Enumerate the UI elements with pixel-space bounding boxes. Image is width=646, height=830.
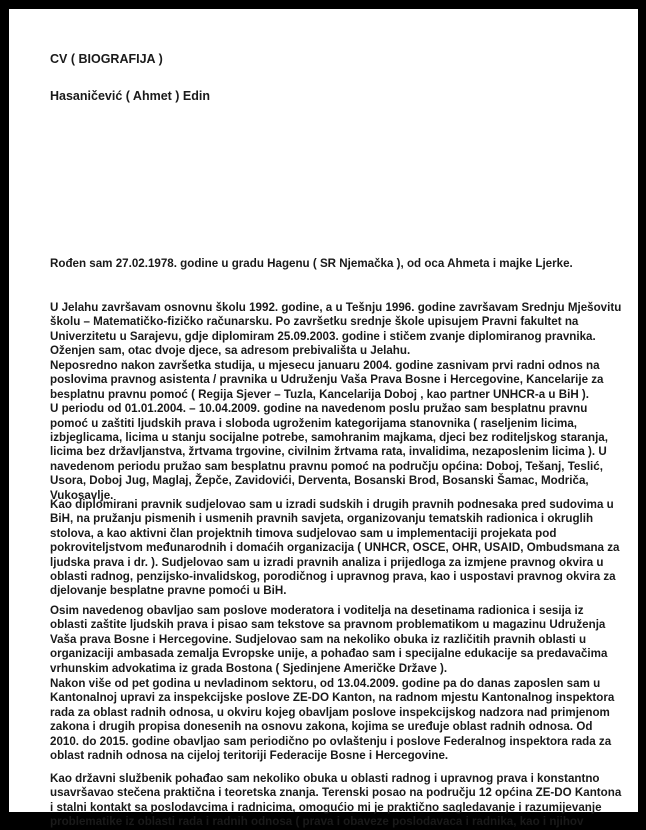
text-line: zakona i drugih propisa donesenih na osnovu zakona, kojima se uređuje oblast radnih odnosa. Od: [50, 720, 593, 734]
document-page: [9, 9, 638, 829]
text-line: oblasti radnog, penzijsko-invalidskog, porodičnog i upravnog prava, kao i uspostavi pravnog okvira za: [50, 570, 616, 584]
text-line: školu – Matematičko-fizičko računarsku. Po završetku srednje škole upisujem Pravni fakultet na: [50, 315, 579, 329]
text-line: Osim navedenog obavljao sam poslove moderatora i voditelja na desetinama radionica i sesija iz: [50, 604, 584, 617]
text-line: izbjeglicama, licima u stanju socijalne potrebe, samohranim majkama, djeci bez roditeljskog staranja,: [50, 431, 608, 445]
paragraph: [50, 604, 615, 676]
paragraph: [50, 498, 620, 599]
paragraph: [50, 677, 615, 763]
text-line: Nakon više od pet godina u nevladinom sektoru, od 13.04.2009. godine pa do danas zaposlen sam u: [50, 677, 601, 690]
text-line: Neposredno nakon završetka studija, u mjesecu januaru 2004. godine zasnivam prvi radni odnos na: [50, 359, 600, 372]
person-name: Hasaničević ( Ahmet ) Edin: [50, 89, 210, 103]
text-line: oblasti zaštite ljudskih prava i pisao sam tekstove sa pravnom problematikom u magazinu Udruženja: [50, 618, 606, 632]
text-line: organizaciji ambasada zemalja Evropske unije, a pohađao sam i specijalne edukacije sa predavačima: [50, 647, 608, 661]
text-line: vrhunskim advokatima iz grada Bostona ( Sjedinjene Američke Države ).: [50, 661, 448, 675]
text-line: Univerzitetu u Sarajevu, gdje diplomiram 25.09.2003. godine i stičem zvanje diplomiranog pravnika.: [50, 329, 596, 343]
text-line: Usora, Doboj Jug, Maglaj, Žepče, Zavidovići, Derventa, Bosanski Brod, Bosanski Šamac, Modriča,: [50, 474, 589, 488]
text-line: navedenom periodu pružao sam besplatnu pravnu pomoć na području općina: Doboj, Tešanj, Teslić,: [50, 459, 603, 473]
document-heading: CV ( BIOGRAFIJA ): [50, 52, 163, 66]
text-line: i stalni kontakt sa poslodavcima i radnicima, omogućio mi je praktično sagledavanje i razumijevanje: [50, 800, 602, 814]
text-line: poslovima pravnog asistenta / pravnika u Udruženju Vaša Prava Bosne i Hercegovine, Kancelarije za: [50, 373, 604, 387]
text-line: 2010. do 2015. godine obavljao sam periodično po ovlaštenju i poslove Federalnog inspektora rada za: [50, 734, 612, 748]
text-line: Kao državni službenik pohađao sam nekoliko obuka u oblasti radnog i upravnog prava i konstantno: [50, 772, 600, 785]
text-line: stolova, a kao aktivni član projektnih timova sudjelovao sam u implementaciji projekata pod: [50, 526, 557, 540]
text-line: Rođen sam 27.02.1978. godine u gradu Hagenu ( SR Njemačka ), od oca Ahmeta i majke Ljerke.: [50, 257, 573, 270]
text-line: Oženjen sam, otac dvoje djece, sa adresom prebivališta u Jelahu.: [50, 344, 411, 358]
text-line: djelovanje besplatne pravne pomoći u BiH.: [50, 584, 287, 598]
text-line: pokroviteljstvom međunarodnih i domaćih organizacija ( UNHCR, OSCE, OHR, USAID, Ombudsmana za: [50, 541, 620, 555]
text-line: ljudska prava i dr. ). Sudjelovao sam u izradi pravnih analiza i prijedloga za izmjene pravnog okvira u: [50, 555, 604, 569]
text-line: Vukosavlje.: [50, 488, 114, 502]
paragraph: [50, 301, 622, 359]
text-line: U Jelahu završavam osnovnu školu 1992. godine, a u Tešnju 1996. godine završavam Srednju Mješovitu: [50, 301, 622, 314]
text-line: BiH, na pružanju pismenih i usmenih pravnih savjeta, organizovanju tematskih radionica i okruglih: [50, 512, 594, 526]
paragraph: [50, 772, 622, 830]
text-line: Vaša prava Bosne i Hercegovine. Sudjelovao sam na nekoliko obuka iz različitih pravnih oblasti u: [50, 632, 587, 646]
text-line: U periodu od 01.01.2004. – 10.04.2009. godine na navedenom poslu pružao sam besplatnu pravnu: [50, 402, 588, 416]
paragraph: [50, 359, 615, 503]
text-line: Kao diplomirani pravnik sudjelovao sam u izradi sudskih i drugih pravnih podnesaka pred sudovima u: [50, 498, 614, 511]
text-line: oblast radnih odnosa na cijeloj teritoriji Federacije Bosne i Hercegovine.: [50, 749, 449, 763]
text-line: pomoć u zaštiti ljudskih prava i sloboda ugroženim kategorijama stanovnika ( raseljenim licima,: [50, 416, 578, 430]
text-line: besplatnu pravnu pomoć ( Regija Sjever – Tuzla, Kancelarija Doboj , kao partner UNHCR-a u BiH ).: [50, 387, 590, 401]
text-line: licima bez državljanstva, žrtvama trgovine, civilnim žrtvama rata, invalidima, nezaposlenim licima ). U: [50, 445, 607, 459]
text-line: problematike iz oblasti rada i radnih odnosa ( prava i obaveze poslodavaca i radnika, kao i njihov: [50, 815, 584, 829]
text-line: Kantonalnoj upravi za inspekcijske poslove ZE-DO Kanton, na radnom mjestu Kantonalnog inspektora: [50, 691, 615, 705]
text-line: usavršavao stečena praktična i teoretska znanja. Terenski posao na području 12 općina ZE-DO Kantona: [50, 786, 622, 800]
paragraph: [50, 257, 615, 271]
text-line: rada za oblast radnih odnosa, u okviru kojeg obavljam poslove inspekcijskog nadzora nad primjenom: [50, 705, 610, 719]
